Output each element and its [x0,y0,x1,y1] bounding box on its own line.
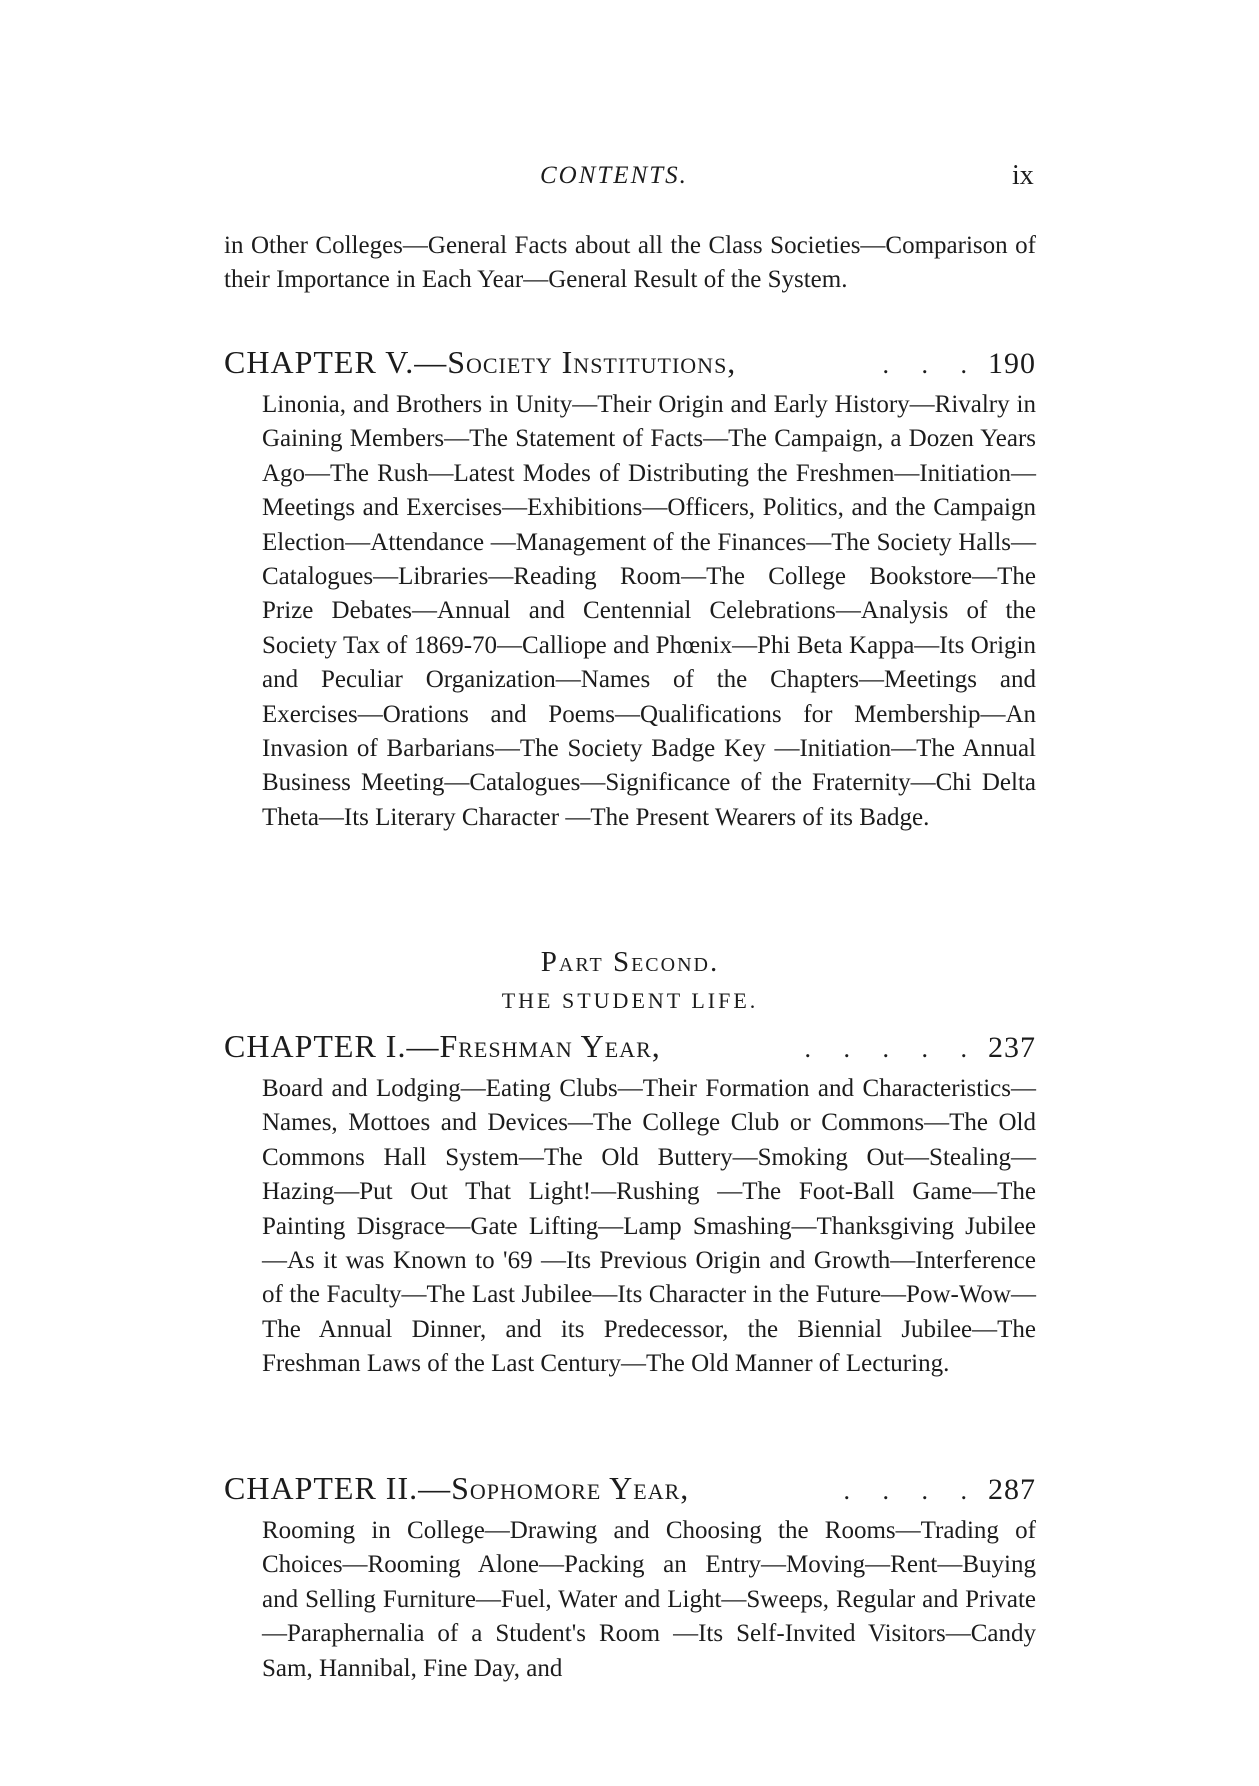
chapter-ii-page: 287 [988,1473,1036,1506]
chapter-v-leaders: . . . [882,350,980,379]
running-head-title: CONTENTS. [540,162,688,189]
chapter-v-entry [224,343,1036,835]
part-title: Part Second. [540,946,720,978]
chapter-i-page: 237 [988,1031,1036,1064]
continuation-block [224,229,1036,298]
page-number: ix [1012,160,1034,191]
chapter-ii-leaders: . . . . [843,1476,980,1505]
chapter-i-title: CHAPTER I.—Freshman Year, [224,1028,661,1064]
chapter-v-page: 190 [988,347,1036,380]
chapter-v-description: Linonia, and Brothers in Unity—Their Origin and Early History—Rivalry in Gaining Members—The Statement of Facts—The Campaign, a Dozen Years Ago—The Rush—Latest Modes of Distributing the Freshmen—Initiation—Meetings and Exercises—Exhibitions—Officers, Politics, and the Campaign Election—Attendance —Management of the Finances—The Society Halls—Catalogues—Libraries—Reading Room—The College Bookstore—The Prize Debates—Annual and Centennial Celebrations—Analysis of the Society Tax of 1869-70—Calliope and Phœnix—Phi Beta Kappa—Its Origin and Peculiar Organization—Names of the Chapters—Meetings and Exercises—Orations and Poems—Qualifications for Membership—An Invasion of Barbarians—The Society Badge Key —Initiation—The Annual Business Meeting—Catalogues—Significance of the Fraternity—Chi Delta Theta—Its Literary Character —The Present Wearers of its Badge. [262,391,1036,831]
chapter-i-leaders: . . . . . [804,1034,980,1063]
part-subtitle: THE STUDENT LIFE. [501,988,759,1013]
chapter-v-heading [224,343,1036,384]
chapter-i-heading [224,1027,1036,1068]
chapter-ii-title: CHAPTER II.—Sophomore Year, [224,1470,690,1506]
chapter-ii-heading [224,1469,1036,1510]
chapter-i-description: Board and Lodging—Eating Clubs—Their Formation and Characteristics—Names, Mottoes and Devices—The College Club or Commons—The Old Commons Hall System—The Old Buttery—Smoking Out—Stealing—Hazing—Put Out That Light!—Rushing —The Foot-Ball Game—The Painting Disgrace—Gate Lifting—Lamp Smashing—Thanksgiving Jubilee—As it was Known to '69 —Its Previous Origin and Growth—Interference of the Faculty—The Last Jubilee—Its Character in the Future—Pow-Wow—The Annual Dinner, and its Predecessor, the Biennial Jubilee—The Freshman Laws of the Last Century—The Old Manner of Lecturing. [262,1075,1036,1378]
chapter-ii-entry [224,1469,1036,1686]
continuation-text: in Other Colleges—General Facts about all the Class Societies—Comparison of their Importance in Each Year—General Result of the System. [224,232,1036,294]
chapter-i-entry [224,1027,1036,1382]
chapter-v-title: CHAPTER V.—Society Institutions, [224,344,737,380]
chapter-ii-description: Rooming in College—Drawing and Choosing the Rooms—Trading of Choices—Rooming Alone—Packing an Entry—Moving—Rent—Buying and Selling Furniture—Fuel, Water and Light—Sweeps, Regular and Private—Paraphernalia of a Student's Room —Its Self-Invited Visitors—Candy Sam, Hannibal, Fine Day, and [262,1517,1036,1682]
